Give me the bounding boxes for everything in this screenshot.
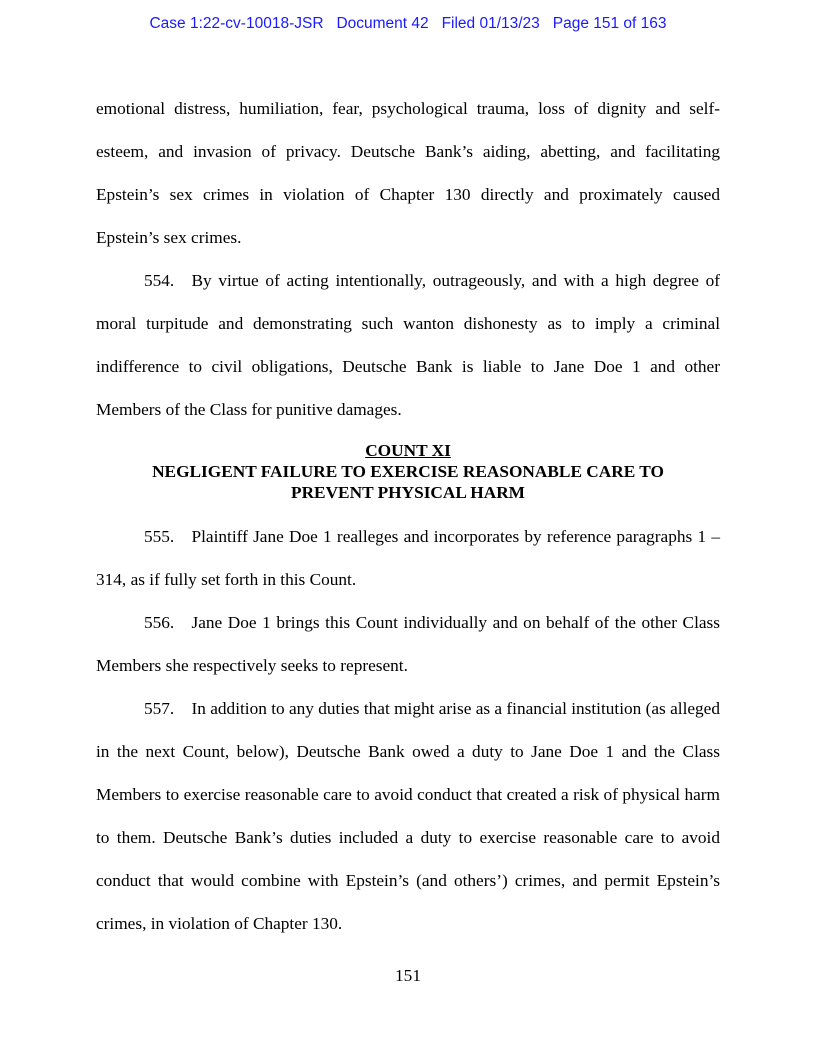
count-heading	[96, 440, 720, 503]
filing-header	[0, 15, 816, 33]
paragraph-557: 557. In addition to any duties that might arise as a financial institution (as alleged in the next Count, below), Deutsche Bank owed a duty to Jane Doe 1 and the Class Members to exercise reasonable care to avoid conduct that created a risk of physical harm to them. Deutsche Bank’s duties included a duty to exercise reasonable care to avoid conduct that would combine with Epstein’s (and others’) crimes, and permit Epstein’s crimes, in violation of Chapter 130.	[96, 699, 720, 933]
paragraph-556: 556. Jane Doe 1 brings this Count individually and on behalf of the other Class Members she respectively seeks to represent.	[96, 613, 720, 675]
document-body	[96, 87, 720, 945]
page-of-total: Page 151 of 163	[552, 15, 667, 32]
case-number: Case 1:22-cv-10018-JSR	[149, 15, 324, 32]
count-subtitle-line-2: PREVENT PHYSICAL HARM	[291, 483, 525, 502]
count-subtitle-line-1: NEGLIGENT FAILURE TO EXERCISE REASONABLE CARE TO	[152, 462, 664, 481]
count-title: COUNT XI	[365, 441, 451, 460]
page-number: 151	[395, 966, 421, 985]
paragraph-554: 554. By virtue of acting intentionally, outrageously, and with a high degree of moral turpitude and demonstrating such wanton dishonesty as to imply a criminal indifference to civil obligations, Deutsche Bank is liable to Jane Doe 1 and other Members of the Class for punitive damages.	[96, 271, 720, 419]
document-number: Document 42	[336, 15, 429, 32]
paragraph-continued: emotional distress, humiliation, fear, psychological trauma, loss of dignity and self-esteem, and invasion of privacy. Deutsche Bank’s aiding, abetting, and facilitating Epstein’s sex crimes in violation of Chapter 130 directly and proximately caused Epstein’s sex crimes.	[96, 99, 720, 247]
filed-date: Filed 01/13/23	[441, 15, 540, 32]
paragraph-555: 555. Plaintiff Jane Doe 1 realleges and incorporates by reference paragraphs 1 – 314, as if fully set forth in this Count.	[96, 527, 720, 589]
